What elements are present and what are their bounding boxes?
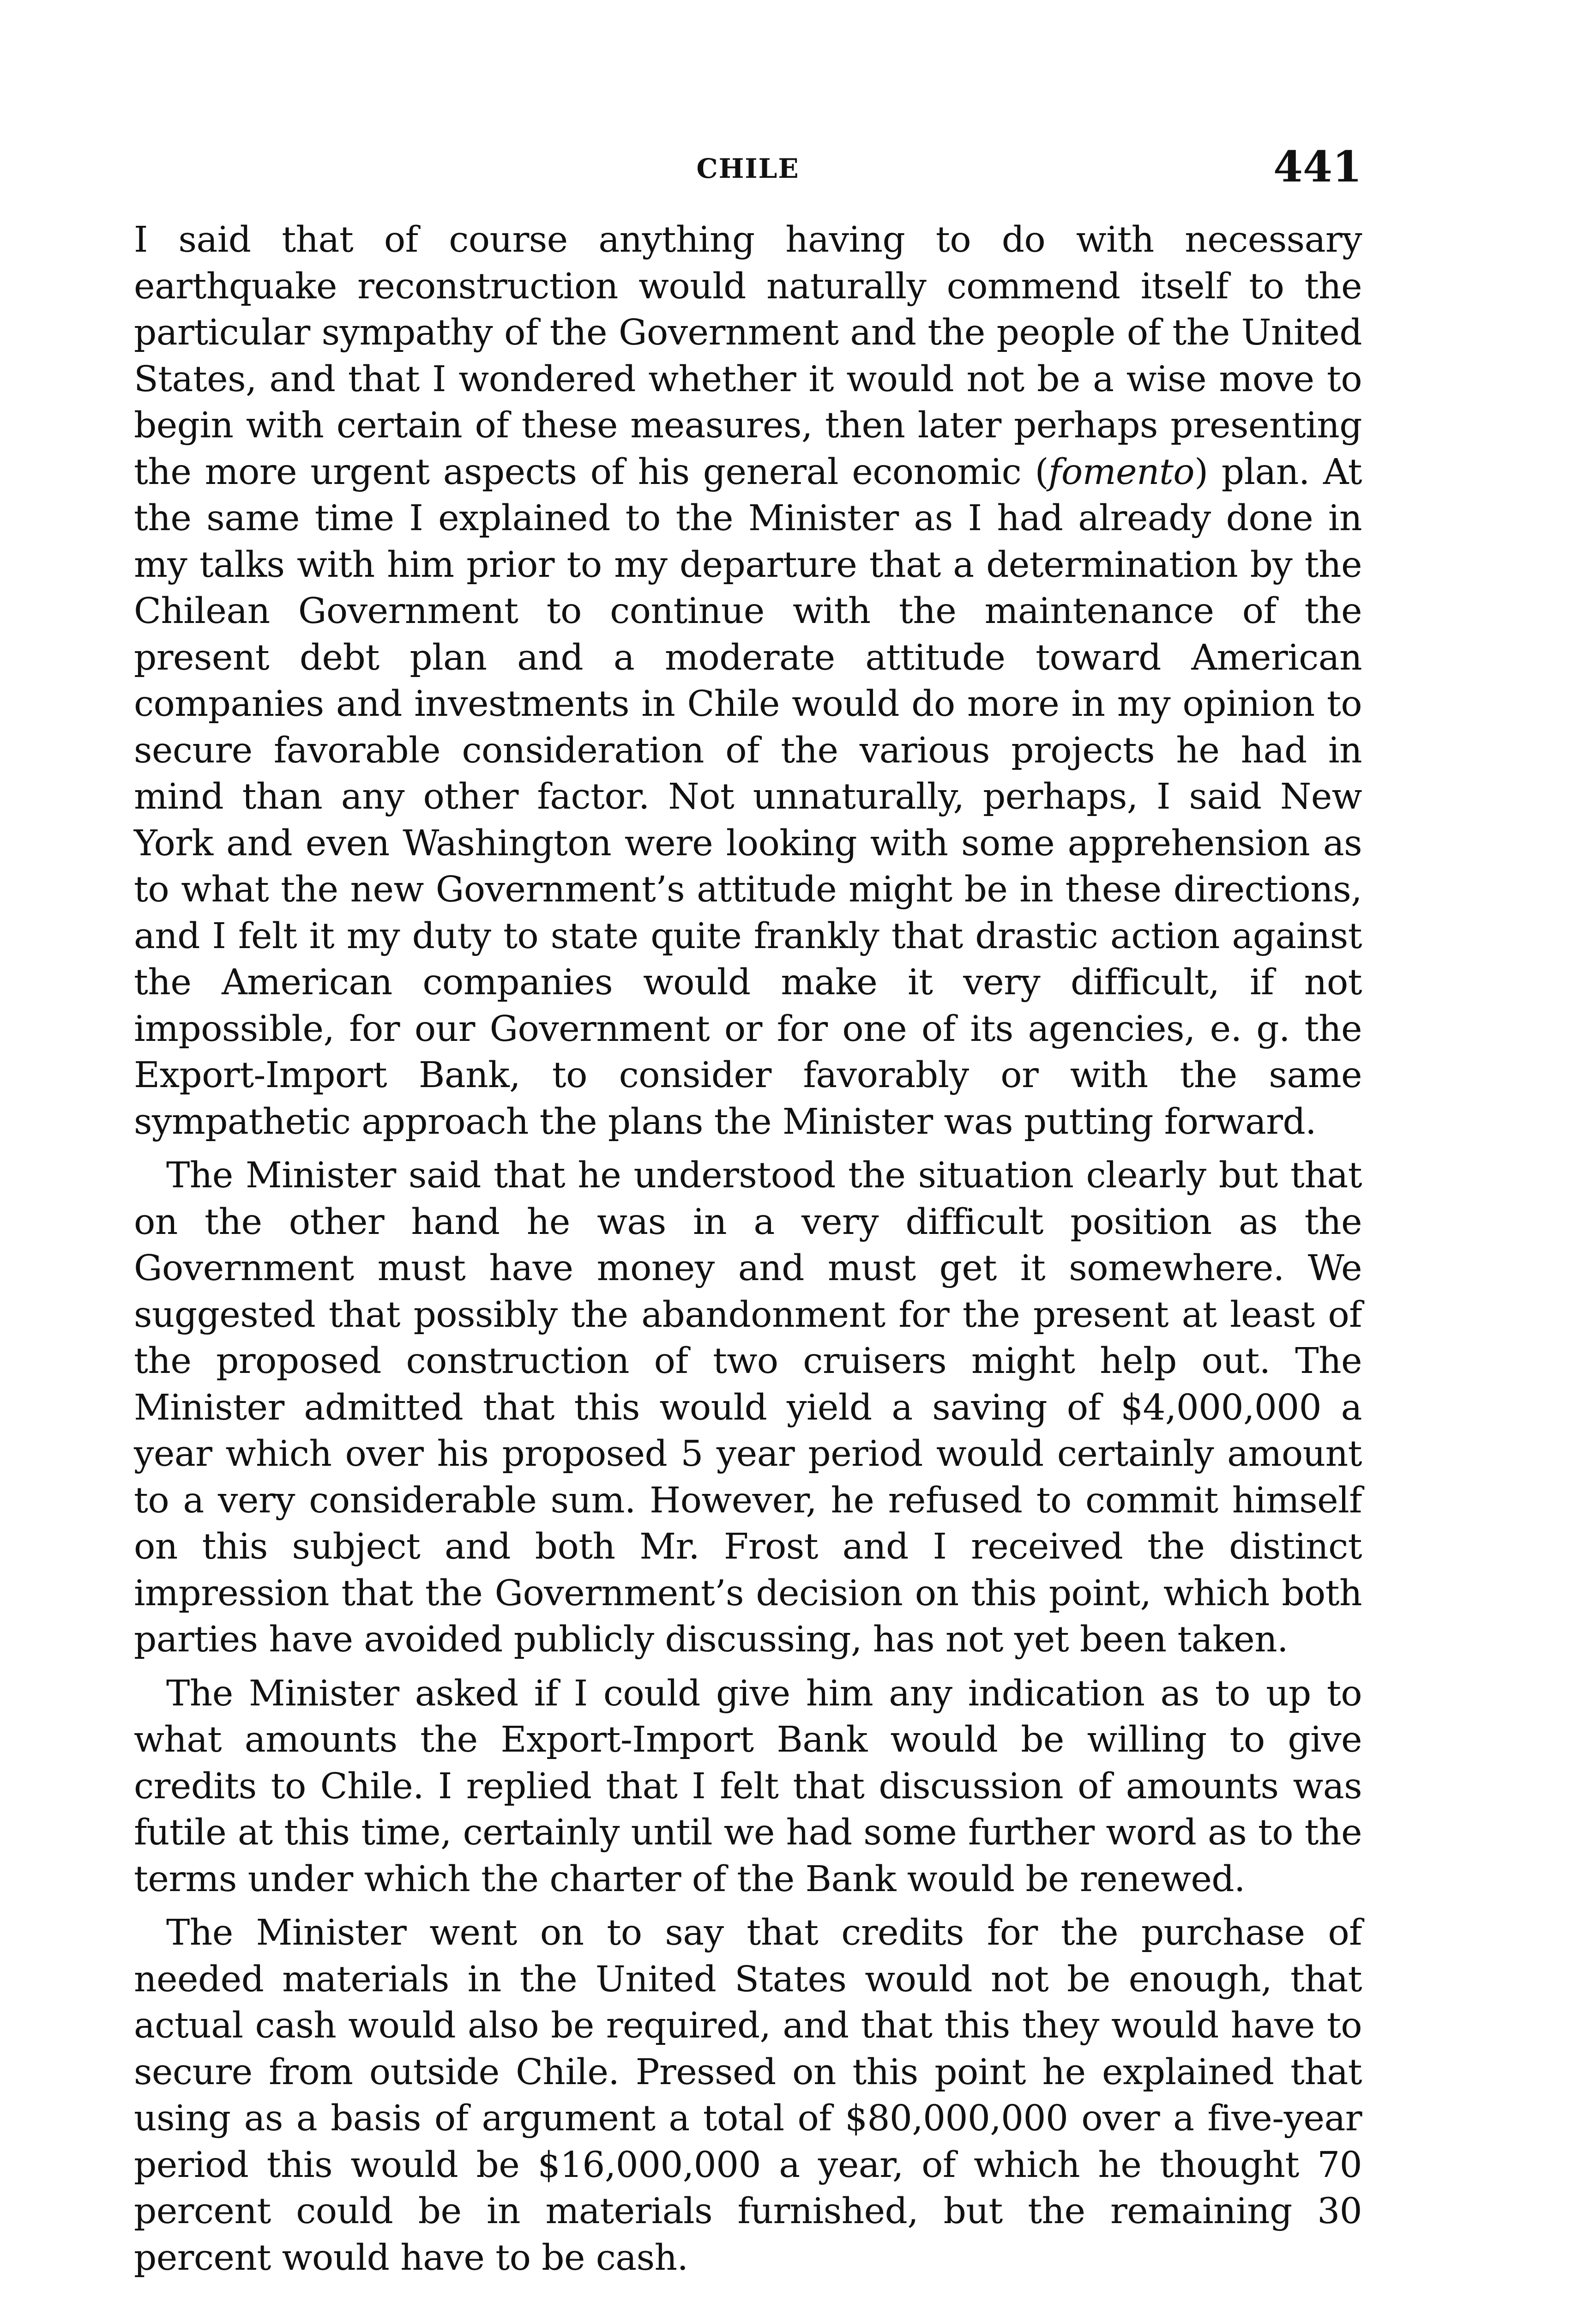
body-text xyxy=(134,217,1362,2289)
paragraph-1-text-after: ) plan. At the same time I explained to the Minister as I had already done in my talks with him prior to my departure that a determination by the Chilean Government to continue with the maintenance of the present debt plan and a moderate attitude toward American companies and investments in Chile would do more in my opinion to secure favorable consideration of the various projects he had in mind than any other factor. Not unnaturally, perhaps, I said New York and even Washington were looking with some apprehension as to what the new Government’s attitude might be in these directions, and I felt it my duty to state quite frankly that drastic action against the American companies would make it very difficult, if not impossible, for our Government or for one of its agencies, e. g. the Export-Import Bank, to consider favorably or with the same sympathetic approach the plans the Minister was putting forward. xyxy=(134,451,1362,1142)
paragraph-1-text-before: I said that of course anything having to do with necessary earthquake reconstruction would naturally commend itself to the particular sympathy of the Government and the people of the United States, and that I wondered whether it would not be a wise move to begin with certain of these measures, then later perhaps presenting the more urgent aspects of his general economic ( xyxy=(134,219,1362,493)
paragraph-1 xyxy=(134,217,1362,1145)
page-number: 441 xyxy=(1273,142,1362,192)
paragraph-3: The Minister asked if I could give him any indication as to up to what amounts the Export-Import Bank would be willing to give credits to Chile. I replied that I felt that discussion of amounts was futile at this time, certainly until we had some further word as to the terms under which the charter of the Bank would be renewed. xyxy=(134,1673,1362,1900)
running-title: CHILE xyxy=(696,153,800,184)
running-header xyxy=(134,142,1362,196)
paragraph-1-italic-term: fomento xyxy=(1048,451,1195,493)
paragraph-4: The Minister went on to say that credits for the purchase of needed materials in the United States would not be enough, that actual cash would also be required, and that this they would have to secure from outside Chile. Pressed on this point he explained that using as a basis of argument a total of $80,000,000 over a five-year period this would be $16,000,000 a year, of which he thought 70 percent could be in materials furnished, but the remaining 30 percent would have to be cash. xyxy=(134,1912,1362,2279)
paragraph-2: The Minister said that he understood the situation clearly but that on the other hand he was in a very difficult position as the Government must have money and must get it somewhere. We suggested that possibly the abandonment for the present at least of the proposed construction of two cruisers might help out. The Minister admitted that this would yield a saving of $4,000,000 a year which over his proposed 5 year period would certainly amount to a very considerable sum. However, he refused to commit himself on this subject and both Mr. Frost and I received the distinct impression that the Government’s decision on this point, which both parties have avoided publicly discussing, has not yet been taken. xyxy=(134,1155,1362,1660)
